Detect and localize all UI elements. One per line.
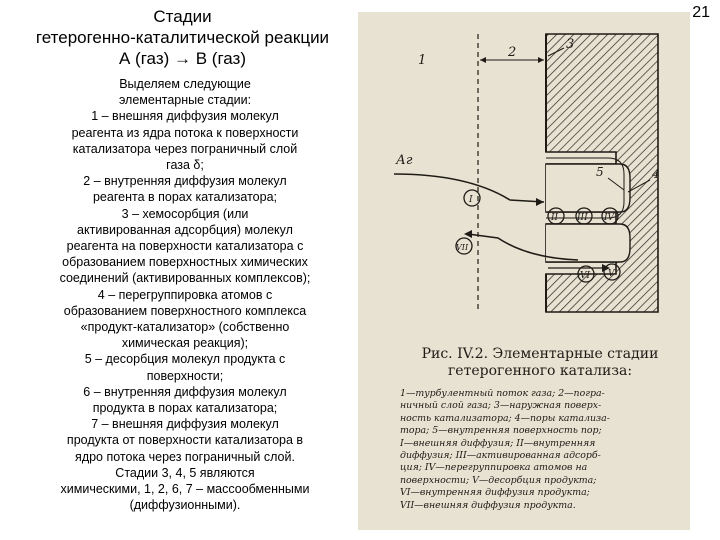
body-line: образованием поверхностного комплекса xyxy=(63,303,307,318)
title-line-1: Стадии xyxy=(153,7,212,26)
pore-lower xyxy=(546,224,630,262)
body-line: реагента на поверхности катализатора с xyxy=(66,239,304,254)
body-line: «продукт-катализатор» (собственно xyxy=(80,320,290,335)
label-zone-1: 1 xyxy=(418,53,427,68)
body-line: 5 – десорбция молекул продукта с xyxy=(84,352,286,367)
title-line-2: гетерогенно-каталитической реакции xyxy=(35,28,330,47)
body-line: химическими, 1, 2, 6, 7 – массообменными xyxy=(60,482,310,497)
pore-upper xyxy=(546,164,630,212)
figure-legend-line: тора; 5—внутренняя поверхность пор; xyxy=(400,425,602,437)
figure-legend-line: ничный слой газа; 3—наружная поверх- xyxy=(400,400,602,412)
label-stage-3: III xyxy=(577,213,588,223)
label-stage-2: II xyxy=(551,213,559,223)
catalysis-diagram xyxy=(358,12,690,332)
figure-legend-line: VII—внешняя диффузия продукта. xyxy=(400,499,576,511)
figure-legend-line: поверхности; V—десорбция продукта; xyxy=(400,474,597,486)
body-line: газа δ; xyxy=(166,158,204,173)
body-line: активированная адсорбция) молекул xyxy=(77,222,293,237)
body-line: катализатора через пограничный слой xyxy=(72,141,298,156)
body-line: Стадии 3, 4, 5 являются xyxy=(115,465,255,480)
label-zone-2: 2 xyxy=(508,45,517,60)
figure-title-line: гетерогенного катализа: xyxy=(447,363,633,379)
figure-legend-line: ность катализатора; 4—поры катализа- xyxy=(400,412,610,424)
slide-title xyxy=(0,6,365,69)
title-line-3: А (газ) → В (газ) xyxy=(119,49,246,68)
figure-legend-line: 1—турбулентный поток газа; 2—погра- xyxy=(400,388,605,399)
body-line: 2 – внутренняя диффузия молекул xyxy=(83,174,287,189)
label-pore: 4 xyxy=(652,167,660,181)
body-line: 6 – внутренняя диффузия молекул xyxy=(83,384,287,399)
label-stage-1: I xyxy=(469,195,473,205)
body-line: продукта от поверхности катализатора в xyxy=(66,433,304,448)
body-line: ядро потока через пограничный слой. xyxy=(75,449,295,464)
figure-legend-line: ция; IV—перегруппировка атомов на xyxy=(400,462,588,474)
body-line: соединений (активированных комплексов); xyxy=(59,271,311,286)
body-line: продукта в порах катализатора; xyxy=(92,401,278,416)
page-number: 21 xyxy=(692,4,710,21)
body-line: элементарные стадии: xyxy=(118,93,252,108)
label-stage-4: IV xyxy=(604,213,615,223)
body-line: реагента из ядра потока к поверхности xyxy=(71,125,299,140)
body-line: химическая реакция); xyxy=(121,336,249,351)
label-stage-5: V xyxy=(608,269,615,279)
figure-legend-line: I—внешняя диффузия; II—внутренняя xyxy=(400,437,596,449)
body-line: поверхности; xyxy=(146,368,224,383)
label-stage-6: VI xyxy=(580,271,591,281)
label-stage-7: VII xyxy=(456,243,469,252)
body-line: 1 – внешняя диффузия молекул xyxy=(91,109,279,124)
body-line: Выделяем следующие xyxy=(119,77,251,91)
figure-caption xyxy=(400,346,680,512)
body-line: реагента в порах катализатора; xyxy=(92,190,278,205)
figure-iv-2-scan xyxy=(358,12,690,530)
body-line: (диффузионными). xyxy=(129,498,241,513)
label-zone-3: 3 xyxy=(566,37,575,52)
body-line: 7 – внешняя диффузия молекул xyxy=(91,417,279,432)
figure-title-line: Рис. IV.2. Элементарные стадии xyxy=(421,346,659,362)
body-line: 3 – хемосорбция (или xyxy=(121,206,249,221)
figure-title xyxy=(400,346,680,380)
label-reagent: Аг xyxy=(396,153,413,168)
figure-legend-line: диффузия; III—активированная адсорб- xyxy=(400,450,601,462)
body-line: 4 – перегруппировка атомов с xyxy=(97,287,273,302)
figure-legend xyxy=(400,388,680,512)
body-line: образованием поверхностных химических xyxy=(62,255,308,270)
label-surface: 5 xyxy=(596,165,604,179)
stages-description xyxy=(40,76,330,513)
figure-legend-line: VI—внутренняя диффузия продукта; xyxy=(400,487,590,499)
